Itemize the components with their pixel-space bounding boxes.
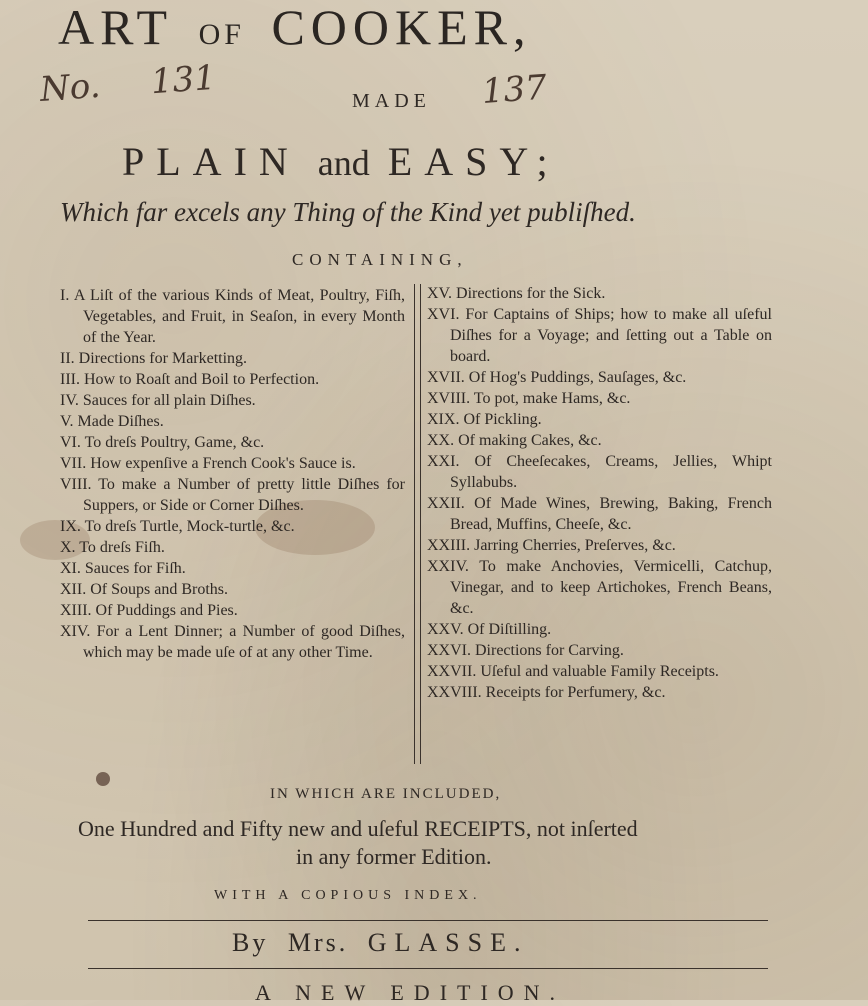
contents-item: XVIII. To pot, make Hams, &c. [427,390,631,407]
contents-item: V. Made Diſhes. [60,413,164,430]
rule-bottom [88,968,768,969]
subtitle: Which far excels any Thing of the Kind yet publiſhed. [60,197,636,227]
contents-item: XXV. Of Diſtilling. [427,621,552,638]
contents-item: XXII. Of Made Wines, Brewing, Baking, French Bread, Muffins, Cheeſe, &c. [427,495,772,533]
title-art: ART [58,0,173,55]
contents-item: XVII. Of Hog's Puddings, Sauſages, &c. [427,369,687,386]
contents-item: XIX. Of Pickling. [427,411,542,428]
title-made: MADE [352,90,431,112]
contents-item: XXVI. Directions for Carving. [427,642,624,659]
manuscript-number [39,58,218,110]
contents-item: IX. To dreſs Turtle, Mock-turtle, &c. [60,518,295,535]
contents-item: XXIII. Jarring Cherries, Preſerves, &c. [427,537,676,554]
contents-item: XIII. Of Puddings and Pies. [60,602,238,619]
receipts-line-2: in any former Edition. [296,844,492,869]
title-easy: EASY; [387,139,560,184]
manuscript-no: No. [38,65,102,110]
contents-item: XXI. Of Cheeſecakes, Creams, Jellies, Whipt Syllabubs. [427,453,772,491]
contents-item: II. Directions for Marketting. [60,350,248,367]
title-cooker: COOKER [271,0,514,55]
contents-item: X. To dreſs Fiſh. [60,539,165,556]
title-and: and [317,143,370,183]
title-plain-easy [122,138,560,185]
index-note: WITH A COPIOUS INDEX. [214,888,482,903]
contents-item: XX. Of making Cakes, &c. [427,432,602,449]
receipts-line-1: One Hundred and Fifty new and uſeful RECEIPTS, not inſerted [78,816,638,841]
rule-top [88,920,768,921]
contents-right-column [427,283,772,703]
mrs-label: Mrs. [287,928,349,957]
title-of: OF [198,18,245,51]
manuscript-number-right-value: 137 [480,67,549,112]
contents-item: XXVII. Uſeful and valuable Family Receipts. [427,663,719,680]
contents-item: VI. To dreſs Poultry, Game, &c. [60,434,265,451]
title-comma: , [513,0,532,55]
author-name: GLASSE. [367,928,529,957]
contents-item: XXVIII. Receipts for Perfumery, &c. [427,684,666,701]
contents-item: IV. Sauces for all plain Diſhes. [60,392,256,409]
contents-item: XXIV. To make Anchovies, Vermicelli, Catchup, Vinegar, and to keep Artichokes, French Beans, &c. [427,558,772,617]
column-divider [414,284,421,764]
contents-item: XIV. For a Lent Dinner; a Number of good Diſhes, which may be made uſe of at any other Time. [60,623,405,661]
contents-item: XII. Of Soups and Broths. [60,581,228,598]
by-label: By [232,928,269,957]
contents-item: VIII. To make a Number of pretty little Diſhes for Suppers, or Side or Corner Diſhes. [60,476,405,514]
manuscript-number-right [481,68,549,112]
contents-item: XV. Directions for the Sick. [427,285,606,302]
manuscript-number-value: 131 [149,57,218,103]
contents-item: VII. How expenſive a French Cook's Sauce is. [60,455,356,472]
stain-mark [96,772,110,786]
contents-item: XVI. For Captains of Ships; how to make all uſeful Diſhes for a Voyage; and ſetting out a Table on board. [427,306,772,365]
author-line [232,928,529,958]
contents-item: III. How to Roaſt and Boil to Perfection. [60,371,320,388]
book-title-line1 [58,0,532,56]
contents-item: XI. Sauces for Fiſh. [60,560,186,577]
included-heading: IN WHICH ARE INCLUDED, [270,786,502,802]
contents-item: I. A Liſt of the various Kinds of Meat, Poultry, Fiſh, Vegetables, and Fruit, in Seaſon, in every Month of the Year. [60,287,405,346]
edition-line: A NEW EDITION. [255,980,566,1005]
contents-left-column [60,285,405,663]
containing-heading: CONTAINING, [292,250,468,269]
title-plain: PLAIN [122,139,300,184]
